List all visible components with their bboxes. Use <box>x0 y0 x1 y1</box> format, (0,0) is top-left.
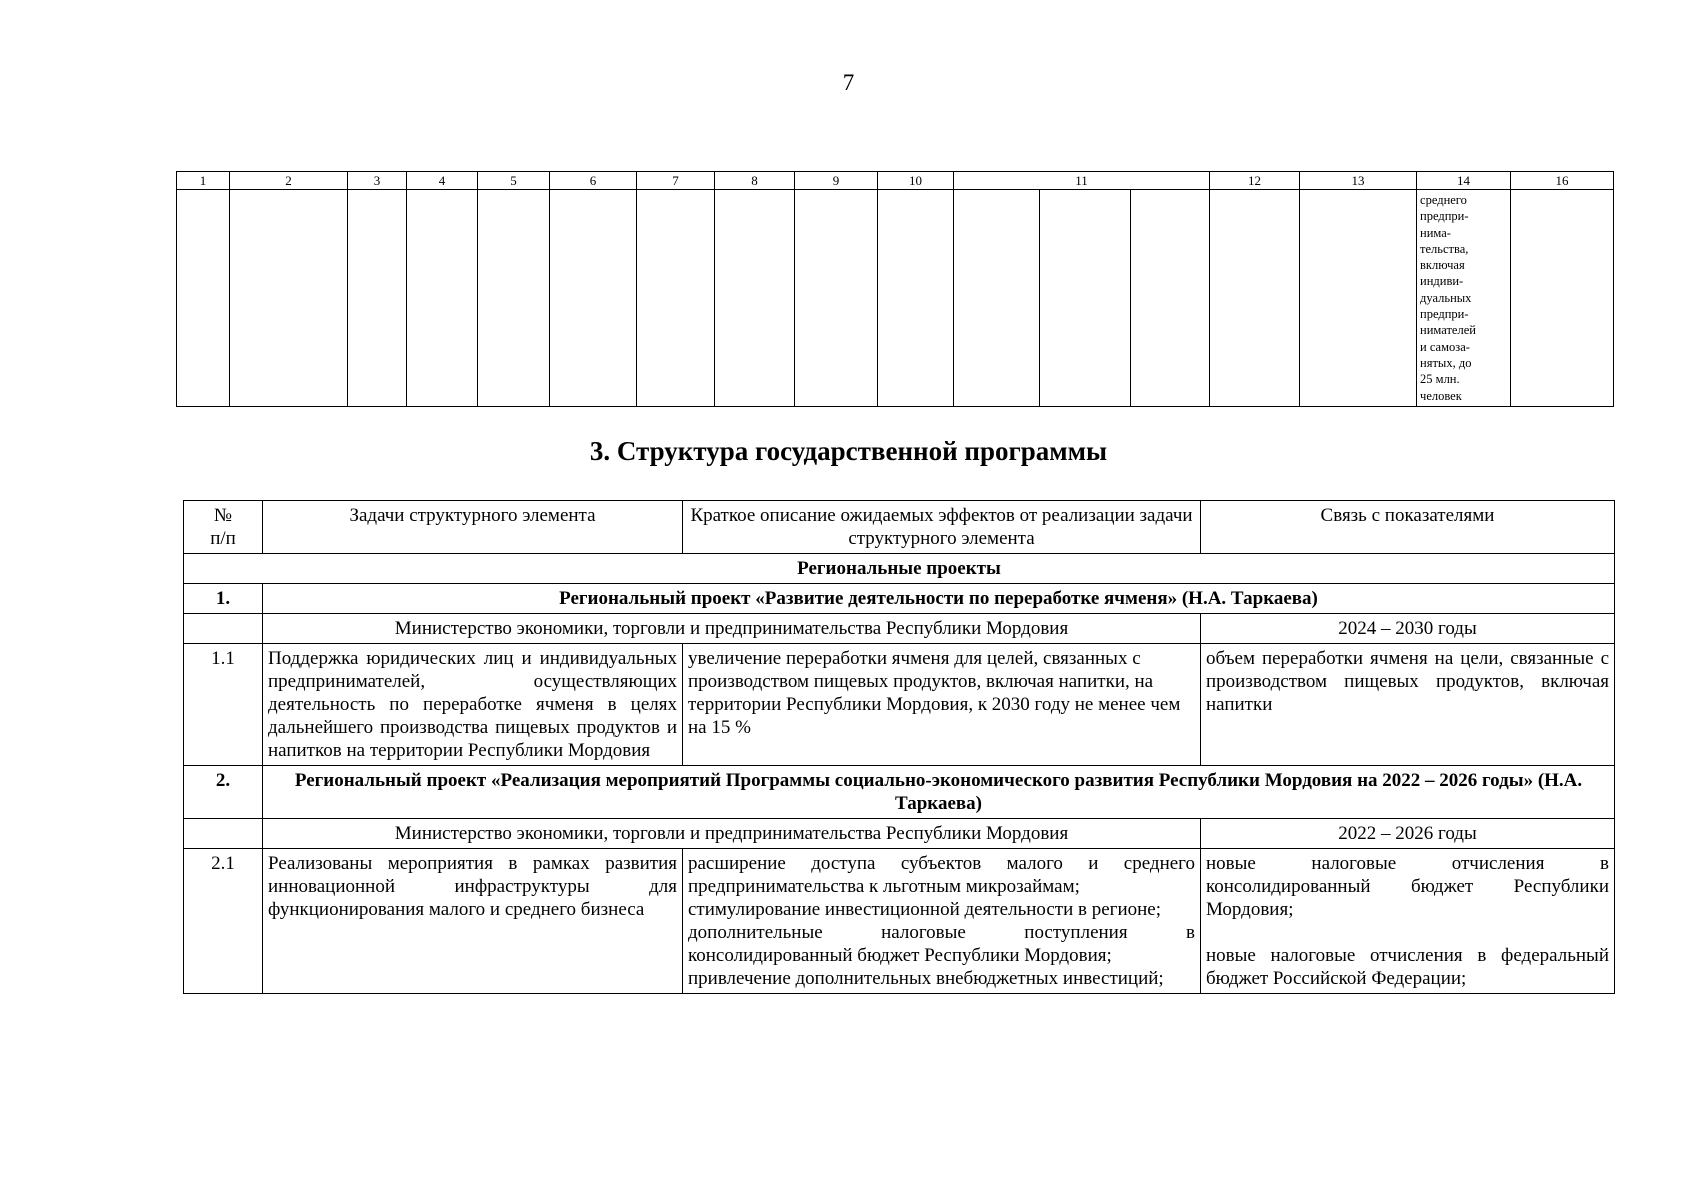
page-number: 7 <box>842 70 855 95</box>
col14-line: включая <box>1420 258 1465 273</box>
task-description: Реализованы мероприятия в рамках развития инновационной инфраструктуры для функционирования малого и среднего бизнеса <box>263 849 683 994</box>
table-cell <box>1511 190 1614 407</box>
col14-line: тельства, <box>1420 241 1469 256</box>
table-cell <box>478 190 550 407</box>
table-header-cell: 9 <box>795 172 878 190</box>
table-cell <box>184 614 263 644</box>
task-description: Поддержка юридических лиц и индивидуальных предпринимателей, осуществляющих деятельность по переработке ячменя в целях дальнейшего производства пищевых продуктов и напитков на территории Республики Мордовия <box>263 644 683 766</box>
table-header-cell: 4 <box>407 172 478 190</box>
table-cell <box>795 190 878 407</box>
project-period: 2022 – 2026 годы <box>1201 819 1615 849</box>
table-header-cell: 13 <box>1300 172 1417 190</box>
task-number: 1.1 <box>184 644 263 766</box>
table-cell <box>348 190 407 407</box>
col14-line: человек <box>1420 388 1462 403</box>
table-cell <box>637 190 715 407</box>
effect-item: расширение доступа субъектов малого и среднего предпринимательства к льготным микрозаймам; <box>688 853 1195 897</box>
table-cell <box>1300 190 1417 407</box>
col14-line: предпри- <box>1420 307 1469 322</box>
effect-item: увеличение переработки ячменя для целей, связанных с производством пищевых продуктов, включая напитки, на территории Республики Мордовия, к 2030 году не менее чем на 15 % <box>688 648 1181 738</box>
table-header-cell: 12 <box>1210 172 1300 190</box>
col14-line: 25 млн. <box>1420 372 1460 387</box>
header-effects: Краткое описание ожидаемых эффектов от реализации задачи структурного элемента <box>683 501 1201 554</box>
table-header-cell: 16 <box>1511 172 1614 190</box>
col14-line: и самоза- <box>1420 339 1470 354</box>
table-header-cell: 3 <box>348 172 407 190</box>
table-cell <box>1131 190 1210 407</box>
table-cell <box>1210 190 1300 407</box>
structure-table <box>183 500 1615 994</box>
header-link: Связь с показателями <box>1201 501 1615 554</box>
header-num: № п/п <box>184 501 263 554</box>
table-cell <box>878 190 954 407</box>
table-header-cell: 10 <box>878 172 954 190</box>
table-header-cell: 7 <box>637 172 715 190</box>
project-number: 2. <box>184 766 263 819</box>
group-title: Региональные проекты <box>184 554 1615 584</box>
table-cell <box>230 190 348 407</box>
project-number: 1. <box>184 584 263 614</box>
responsible-ministry: Министерство экономики, торговли и предпринимательства Республики Мордовия <box>263 819 1201 849</box>
project-title: Региональный проект «Развитие деятельности по переработке ячменя» (Н.А. Таркаева) <box>263 584 1615 614</box>
table-cell <box>1040 190 1131 407</box>
col14-line: нятых, до <box>1420 355 1472 370</box>
table-cell <box>715 190 795 407</box>
effect-item: привлечение дополнительных внебюджетных инвестиций; <box>688 968 1164 989</box>
table-header-cell: 11 <box>954 172 1210 190</box>
table-header-cell: 6 <box>550 172 637 190</box>
effects-cell <box>683 849 1201 994</box>
col14-line: индиви- <box>1420 274 1464 289</box>
col14-line: среднего <box>1420 193 1467 207</box>
indicator-item: новые налоговые отчисления в консолидированный бюджет Республики Мордовия; <box>1206 853 1609 920</box>
project-title: Региональный проект «Реализация мероприятий Программы социально-экономического развития Республики Мордовия на 2022 – 2026 годы» (Н.А. Таркаева) <box>263 766 1615 819</box>
indicators-cell <box>1201 849 1615 994</box>
table-cell <box>407 190 478 407</box>
col14-line: предпри- <box>1420 209 1469 224</box>
table-header-cell: 8 <box>715 172 795 190</box>
indicator-item: новые налоговые отчисления в федеральный бюджет Российской Федерации; <box>1206 945 1609 989</box>
indicators-cell <box>1201 644 1615 766</box>
table-cell <box>177 190 230 407</box>
table-header-cell: 2 <box>230 172 348 190</box>
col14-line: дуальных <box>1420 290 1472 305</box>
spacer <box>1206 921 1609 944</box>
table-header-cell: 1 <box>177 172 230 190</box>
table-header-cell: 5 <box>478 172 550 190</box>
header-tasks: Задачи структурного элемента <box>263 501 683 554</box>
table-cell <box>550 190 637 407</box>
task-number: 2.1 <box>184 849 263 994</box>
continuation-table <box>176 171 1614 407</box>
responsible-ministry: Министерство экономики, торговли и предпринимательства Республики Мордовия <box>263 614 1201 644</box>
col14-line: нимателей <box>1420 323 1476 338</box>
table-cell <box>184 819 263 849</box>
col14-line: нима- <box>1420 225 1451 240</box>
table-cell <box>954 190 1040 407</box>
effect-item: стимулирование инвестиционной деятельности в регионе; <box>688 899 1162 920</box>
table-header-cell: 14 <box>1417 172 1511 190</box>
section-title: 3. Структура государственной программы <box>589 436 1108 466</box>
col14-cell <box>1417 190 1511 407</box>
indicator-item: объем переработки ячменя на цели, связанные с производством пищевых продуктов, включая напитки <box>1206 648 1609 715</box>
effects-cell <box>683 644 1201 766</box>
effect-item: дополнительные налоговые поступления в консолидированный бюджет Республики Мордовия; <box>688 922 1195 966</box>
project-period: 2024 – 2030 годы <box>1201 614 1615 644</box>
